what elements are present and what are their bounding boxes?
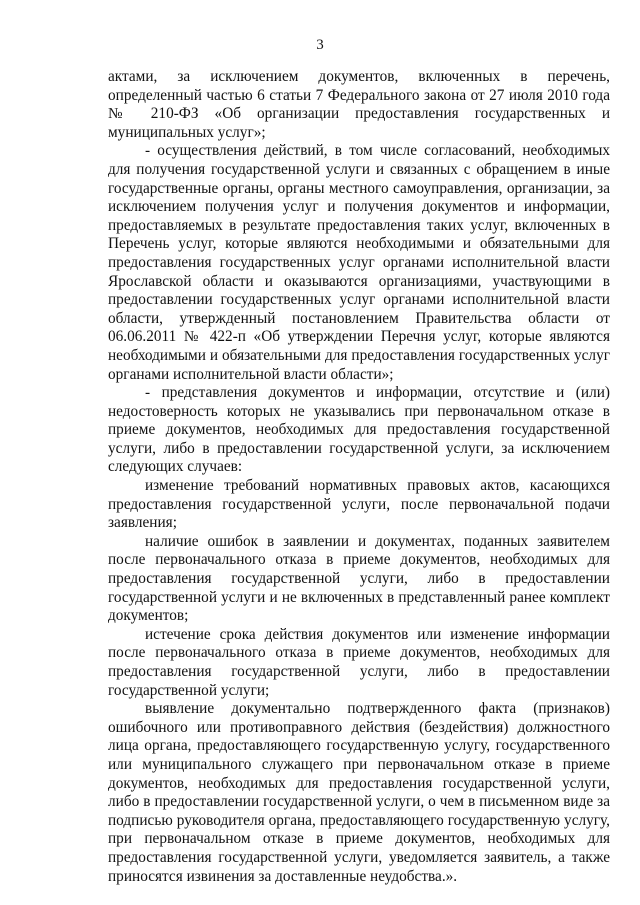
- paragraph-case-requirements-change: изменение требований нормативных правовых актов, касающихся предоставления государственной услуги, после первоначальной подачи заявления;: [108, 477, 610, 532]
- paragraph-case-expiry: истечение срока действия документов или изменение информации после первоначального отказа в приеме документов, необходимых для предоставления государственной услуги, либо в предоставлении государственной услуги;: [108, 625, 610, 699]
- paragraph-continuation: актами, за исключением документов, включенных в перечень, определенный частью 6 статьи 7 Федерального закона от 27 июля 2010 года № 210-ФЗ «Об организации предоставления государственных и муниципальных услуг»;: [108, 68, 610, 141]
- document-body: [108, 68, 610, 886]
- paragraph-actions-approvals: - осуществления действий, в том числе согласований, необходимых для получения государственной услуги и связанных с обращением в иные государственные органы, органы местного самоуправления, организации, за исключением получения услуг и получения документов и информации, предоставляемых в результате предоставления таких услуг, включенных в Перечень услуг, которые являются необходимыми и обязательными для предоставления государственных услуг органами исполнительной власти Ярославской области и оказываются организациями, участвующими в предоставлении государственных услуг органами исполнительной власти области, утвержденный постановлением Правительства области от 06.06.2011 № 422-п «Об утверждении Перечня услуг, которые являются необходимыми и обязательными для предоставления государственных услуг органами исполнительной власти области»;: [108, 142, 610, 383]
- paragraph-case-unlawful-action: выявление документально подтвержденного факта (признаков) ошибочного или противоправного действия (бездействия) должностного лица органа, предоставляющего государственную услугу, государственного или муниципального служащего при первоначальном отказе в приеме документов, необходимых для предоставления государственной услуги, либо в предоставлении государственной услуги, о чем в письменном виде за подписью руководителя органа, предоставляющего государственную услугу, при первоначальном отказе в приеме документов, необходимых для предоставления государственной услуги, уведомляется заявитель, а также приносятся извинения за доставленные неудобства.».: [108, 700, 610, 885]
- paragraph-documents-information: - представления документов и информации, отсутствие и (или) недостоверность которых не указывались при первоначальном отказе в приеме документов, необходимых для предоставления государственной услуги, либо в предоставлении государственной услуги, за исключением следующих случаев:: [108, 384, 610, 476]
- page-number: 3: [316, 37, 324, 53]
- paragraph-case-errors: наличие ошибок в заявлении и документах, поданных заявителем после первоначального отказа в приеме документов, необходимых для предоставления государственной услуги, либо в предоставлении государственной услуги и не включенных в представленный ранее комплект документов;: [108, 532, 610, 625]
